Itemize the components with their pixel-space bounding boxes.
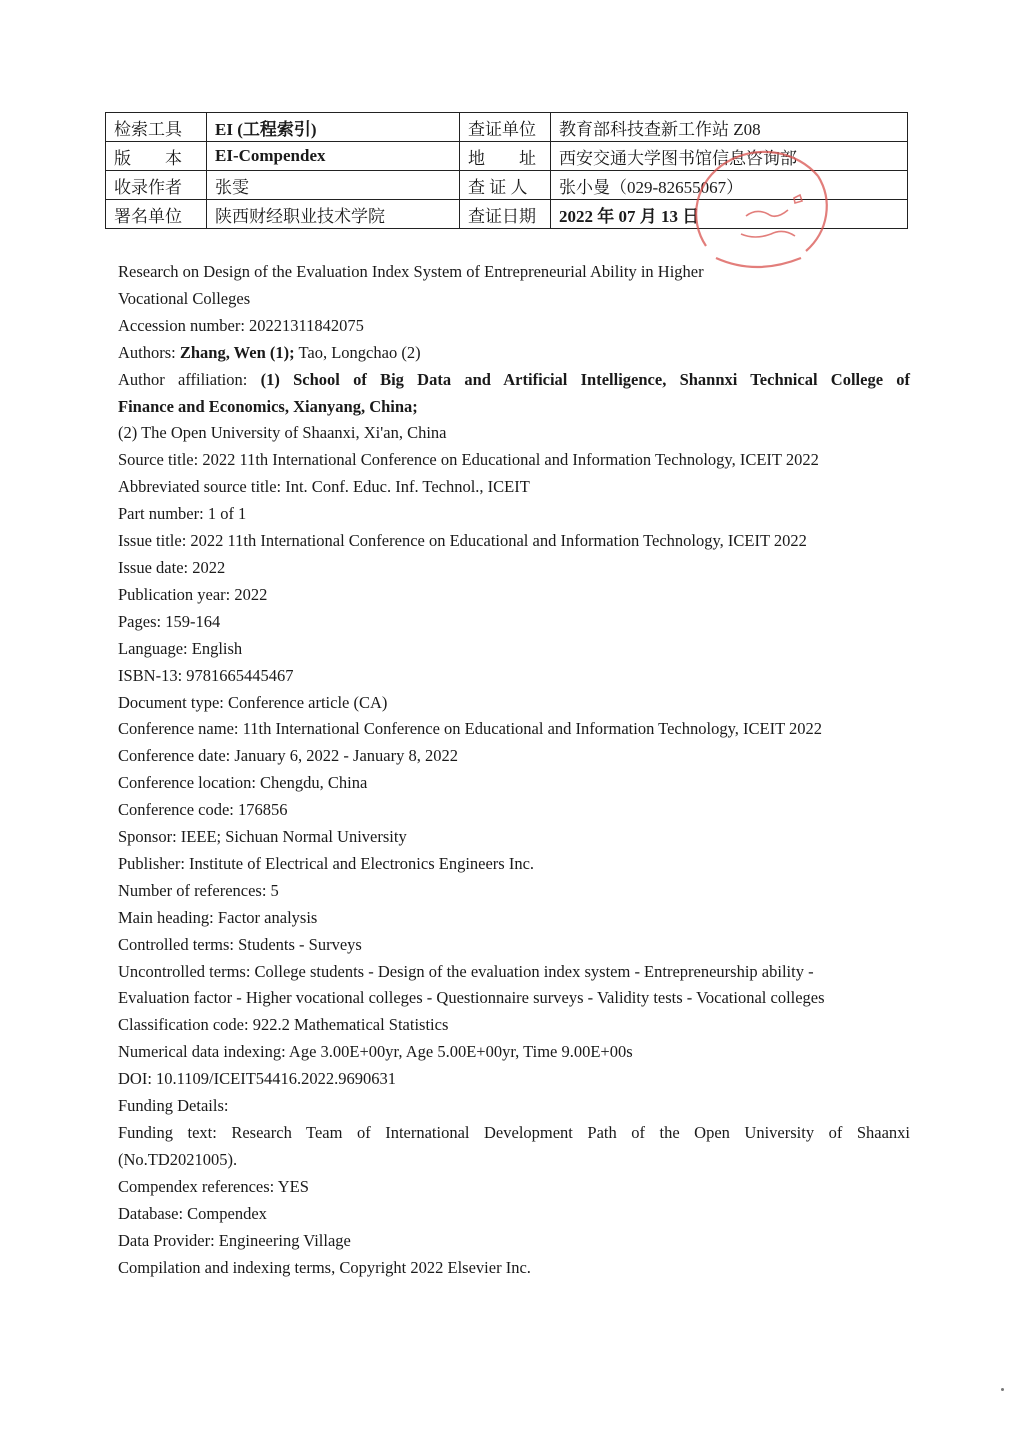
conference-location: Conference location: Chengdu, China bbox=[118, 773, 368, 793]
funding-text-cont: (No.TD2021005). bbox=[118, 1149, 238, 1169]
seal-script-2 bbox=[741, 231, 795, 237]
table-row bbox=[106, 142, 908, 171]
author-secondary: Tao, Longchao (2) bbox=[294, 342, 421, 362]
author-affiliation-line bbox=[118, 367, 910, 394]
label-verifier: 查 证 人 bbox=[460, 171, 551, 200]
scan-speck bbox=[1001, 1388, 1004, 1391]
language: Language: English bbox=[118, 638, 243, 658]
main-heading: Main heading: Factor analysis bbox=[118, 907, 318, 927]
source-title: Source title: 2022 11th International Conference on Educational and Information Technology, ICEIT 2022 bbox=[118, 450, 819, 470]
conference-code: Conference code: 176856 bbox=[118, 800, 288, 820]
uncontrolled-terms: Uncontrolled terms: College students - Design of the evaluation index system - Entrepreneurship ability - bbox=[118, 961, 814, 981]
value-address: 西安交通大学图书馆信息咨询部 bbox=[551, 142, 908, 171]
label-verification-unit: 查证单位 bbox=[460, 113, 551, 142]
record-title-line: Vocational Colleges bbox=[118, 288, 251, 308]
sponsor: Sponsor: IEEE; Sichuan Normal University bbox=[118, 827, 407, 847]
label-address: 地 址 bbox=[460, 142, 551, 171]
affiliation-secondary: (2) The Open University of Shaanxi, Xi'an, China bbox=[118, 423, 447, 443]
uncontrolled-terms-cont: Evaluation factor - Higher vocational colleges - Questionnaire surveys - Validity tests - Vocational colleges bbox=[118, 988, 825, 1008]
abbreviated-source-title: Abbreviated source title: Int. Conf. Educ. Inf. Technol., ICEIT bbox=[118, 477, 530, 497]
authors bbox=[118, 340, 910, 367]
value-version: EI-Compendex bbox=[207, 142, 460, 171]
classification-code: Classification code: 922.2 Mathematical Statistics bbox=[118, 1015, 449, 1035]
record-body bbox=[118, 259, 910, 1281]
isbn: ISBN-13: 9781665445467 bbox=[118, 665, 294, 685]
affiliation-primary-cont: Finance and Economics, Xianyang, China; bbox=[118, 396, 418, 416]
table-row bbox=[106, 113, 908, 142]
verification-table bbox=[105, 112, 908, 229]
number-of-references: Number of references: 5 bbox=[118, 880, 279, 900]
value-verifier: 张小曼（029-82655067） bbox=[551, 171, 908, 200]
funding-text: Funding text: Research Team of International Development Path of the Open University of Shaanxi bbox=[118, 1123, 910, 1142]
issue-date: Issue date: 2022 bbox=[118, 557, 226, 577]
numerical-data-indexing: Numerical data indexing: Age 3.00E+00yr, Age 5.00E+00yr, Time 9.00E+00s bbox=[118, 1042, 633, 1062]
value-affiliation: 陕西财经职业技术学院 bbox=[207, 200, 460, 229]
value-indexed-author: 张雯 bbox=[207, 171, 460, 200]
affiliation-label: Author affiliation: bbox=[118, 369, 261, 389]
label-verification-date: 查证日期 bbox=[460, 200, 551, 229]
record-title-line: Research on Design of the Evaluation Index System of Entrepreneurial Ability in Higher bbox=[118, 262, 704, 281]
value-retrieval-tool: EI (工程索引) bbox=[207, 113, 460, 142]
accession-number: Accession number: 20221311842075 bbox=[118, 315, 364, 335]
funding-details: Funding Details: bbox=[118, 1096, 229, 1116]
affiliation-primary: (1) School of Big Data and Artificial Intelligence, Shannxi Technical College of bbox=[260, 369, 911, 389]
database: Database: Compendex bbox=[118, 1203, 267, 1223]
doi: DOI: 10.1109/ICEIT54416.2022.9690631 bbox=[118, 1069, 397, 1089]
value-verification-date: 2022 年 07 月 13 日 bbox=[551, 200, 908, 229]
data-provider: Data Provider: Engineering Village bbox=[118, 1230, 351, 1250]
value-verification-unit: 教育部科技查新工作站 Z08 bbox=[551, 113, 908, 142]
label-version: 版 本 bbox=[106, 142, 207, 171]
label-retrieval-tool: 检索工具 bbox=[106, 113, 207, 142]
controlled-terms: Controlled terms: Students - Surveys bbox=[118, 934, 362, 954]
publisher: Publisher: Institute of Electrical and Electronics Engineers Inc. bbox=[118, 853, 535, 873]
author-primary: Zhang, Wen (1); bbox=[179, 342, 295, 362]
label-indexed-author: 收录作者 bbox=[106, 171, 207, 200]
copyright: Compilation and indexing terms, Copyright 2022 Elsevier Inc. bbox=[118, 1257, 531, 1277]
pages: Pages: 159-164 bbox=[118, 611, 221, 631]
compendex-references: Compendex references: YES bbox=[118, 1176, 309, 1196]
document-type: Document type: Conference article (CA) bbox=[118, 692, 388, 712]
publication-year: Publication year: 2022 bbox=[118, 584, 268, 604]
conference-name: Conference name: 11th International Conference on Educational and Information Technology, ICEIT 2022 bbox=[118, 719, 822, 739]
table-row bbox=[106, 171, 908, 200]
table-row bbox=[106, 200, 908, 229]
issue-title: Issue title: 2022 11th International Conference on Educational and Information Technology, ICEIT 2022 bbox=[118, 531, 807, 551]
conference-date: Conference date: January 6, 2022 - January 8, 2022 bbox=[118, 746, 458, 766]
part-number: Part number: 1 of 1 bbox=[118, 504, 247, 524]
label-affiliation: 署名单位 bbox=[106, 200, 207, 229]
authors-label: Authors: bbox=[118, 342, 180, 362]
